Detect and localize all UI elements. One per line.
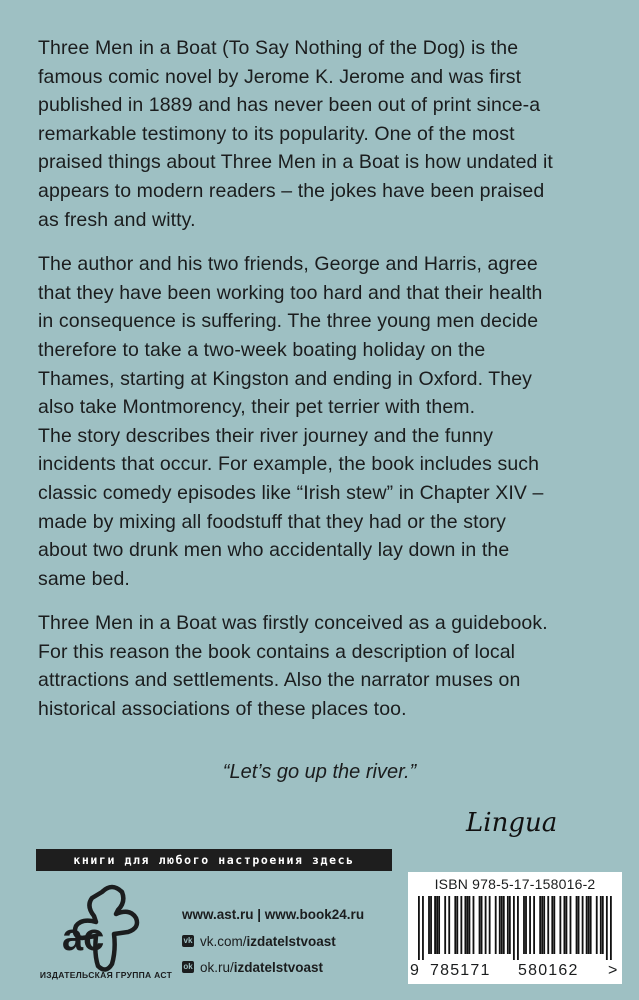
barcode-bar bbox=[444, 896, 446, 954]
barcode-bar bbox=[610, 896, 612, 960]
barcode-bar bbox=[479, 896, 481, 954]
barcode-bar bbox=[473, 896, 475, 954]
isbn-barcode bbox=[408, 872, 622, 984]
barcode-bar bbox=[566, 896, 568, 954]
lingua-logo bbox=[466, 808, 557, 838]
barcode-bar bbox=[503, 896, 505, 954]
publisher-links bbox=[182, 904, 364, 979]
barcode-bar bbox=[543, 896, 545, 954]
barcode-bars bbox=[418, 896, 612, 960]
barcode-bar bbox=[438, 896, 440, 954]
blurb-line: The story describes their river journey and the funny bbox=[38, 424, 494, 447]
ok-prefix: ok.ru/ bbox=[200, 959, 234, 975]
barcode-bar bbox=[588, 896, 590, 954]
blurb-line: Three Men in a Boat (To Say Nothing of the Dog) is the bbox=[38, 37, 519, 59]
ok-icon: ok bbox=[183, 962, 193, 971]
ast-logo-text: ac bbox=[62, 917, 105, 959]
barcode-bar bbox=[422, 896, 424, 960]
blurb-line: in consequence is suffering. The three young men decide bbox=[38, 310, 539, 333]
barcode-bar bbox=[436, 896, 438, 954]
barcode-bar bbox=[513, 896, 515, 960]
barcode-bar bbox=[489, 896, 491, 954]
barcode-bar bbox=[596, 896, 598, 954]
barcode-bar bbox=[464, 896, 466, 954]
barcode-bar bbox=[523, 896, 525, 954]
barcode-bar bbox=[485, 896, 487, 954]
blurb-line: classic comedy episodes like “Irish stew” in Chapter XIV – bbox=[38, 481, 544, 504]
blurb-line: appears to modern readers – the jokes have been praised bbox=[38, 179, 545, 202]
barcode-bar bbox=[533, 896, 535, 954]
barcode-bar bbox=[448, 896, 450, 954]
barcode-bar bbox=[529, 896, 531, 954]
barcode-bar bbox=[539, 896, 541, 954]
barcode-bar bbox=[578, 896, 580, 954]
blurb-line: as fresh and witty. bbox=[38, 208, 196, 231]
blurb-line: about two drunk men who accidentally lay down in the bbox=[38, 539, 510, 562]
barcode-digit-group-right: 580162 bbox=[518, 962, 579, 979]
blurb-line: same bed. bbox=[38, 567, 130, 590]
barcode-bar bbox=[559, 896, 561, 954]
lingua-logo-text: Lingua bbox=[466, 808, 558, 838]
websites-link[interactable]: www.ast.ru | www.book24.ru bbox=[182, 906, 365, 922]
barcode-bar bbox=[509, 896, 511, 954]
barcode-bar bbox=[570, 896, 572, 954]
vk-link[interactable] bbox=[182, 931, 364, 951]
blurb-paragraph bbox=[38, 34, 604, 234]
barcode-bar bbox=[460, 896, 462, 954]
barcode-bar bbox=[469, 896, 471, 954]
blurb-line: historical associations of these places too. bbox=[38, 698, 407, 721]
barcode-bar bbox=[551, 896, 553, 954]
blurb-line: The author and his two friends, George and Harris, agree bbox=[38, 253, 538, 276]
blurb-line: also take Montmorency, their pet terrier with them. bbox=[38, 396, 476, 419]
blurb-line: published in 1889 and has never been out of print since-a bbox=[38, 94, 541, 117]
barcode-bar bbox=[428, 896, 430, 954]
blurb-paragraph bbox=[38, 609, 604, 723]
blurb-text bbox=[38, 34, 604, 740]
blurb-line: Thames, starting at Kingston and ending in Oxford. They bbox=[38, 367, 532, 390]
barcode-bar bbox=[541, 896, 543, 954]
barcode-bar bbox=[499, 896, 501, 954]
barcode-bar bbox=[590, 896, 592, 954]
vk-handle: izdatelstvoast bbox=[246, 933, 336, 949]
blurb-line: made by mixing all foodstuff that they had or the story bbox=[38, 510, 506, 533]
blurb-line: that they have been working too hard and that their health bbox=[38, 281, 543, 304]
barcode-bar bbox=[547, 896, 549, 954]
barcode-bar bbox=[430, 896, 432, 954]
barcode-bar bbox=[467, 896, 469, 954]
blurb-line: famous comic novel by Jerome K. Jerome and was first bbox=[38, 65, 522, 88]
isbn-number: ISBN 978-5-17-158016-2 bbox=[434, 876, 596, 892]
blurb-line: therefore to take a two-week boating holiday on the bbox=[38, 338, 486, 361]
barcode-bar bbox=[576, 896, 578, 954]
barcode-bar bbox=[564, 896, 566, 954]
tagline-banner: книги для любого настроения здесь bbox=[36, 849, 392, 871]
barcode-bar bbox=[606, 896, 608, 960]
blurb-line: Three Men in a Boat was firstly conceived as a guidebook. bbox=[38, 612, 548, 635]
barcode-digit-prefix: 9 bbox=[410, 962, 421, 979]
barcode-bar bbox=[495, 896, 497, 954]
barcode-bar bbox=[586, 896, 588, 954]
barcode-bar bbox=[507, 896, 509, 954]
vk-prefix: vk.com/ bbox=[200, 933, 247, 949]
barcode-bar bbox=[456, 896, 458, 954]
blurb-line: praised things about Three Men in a Boat is how undated it bbox=[38, 151, 553, 174]
blurb-line: attractions and settlements. Also the narrator muses on bbox=[38, 669, 521, 692]
vk-icon: vk bbox=[183, 936, 193, 945]
quote: “Let’s go up the river.” bbox=[222, 761, 417, 783]
blurb-paragraph bbox=[38, 250, 604, 593]
barcode-bar bbox=[517, 896, 519, 960]
barcode-bar bbox=[501, 896, 503, 954]
barcode-bar bbox=[553, 896, 555, 954]
barcode-bar bbox=[582, 896, 584, 954]
barcode-digit-arrow: > bbox=[608, 962, 619, 979]
blurb-line: For this reason the book contains a description of local bbox=[38, 640, 516, 663]
barcode-bar bbox=[602, 896, 604, 954]
barcode-digit-group-left: 785171 bbox=[430, 962, 491, 979]
blurb-line: incidents that occur. For example, the book includes such bbox=[38, 453, 540, 476]
barcode-bar bbox=[481, 896, 483, 954]
ok-link[interactable] bbox=[182, 957, 364, 977]
barcode-bar bbox=[434, 896, 436, 954]
blurb-line: remarkable testimony to its popularity. One of the most bbox=[38, 122, 515, 145]
barcode-bar bbox=[454, 896, 456, 954]
barcode-bar bbox=[600, 896, 602, 954]
barcode-bar bbox=[525, 896, 527, 954]
barcode-bar bbox=[418, 896, 420, 960]
publisher-caption: ИЗДАТЕЛЬСКАЯ ГРУППА АСТ bbox=[39, 970, 173, 980]
ok-handle: izdatelstvoast bbox=[233, 959, 324, 975]
